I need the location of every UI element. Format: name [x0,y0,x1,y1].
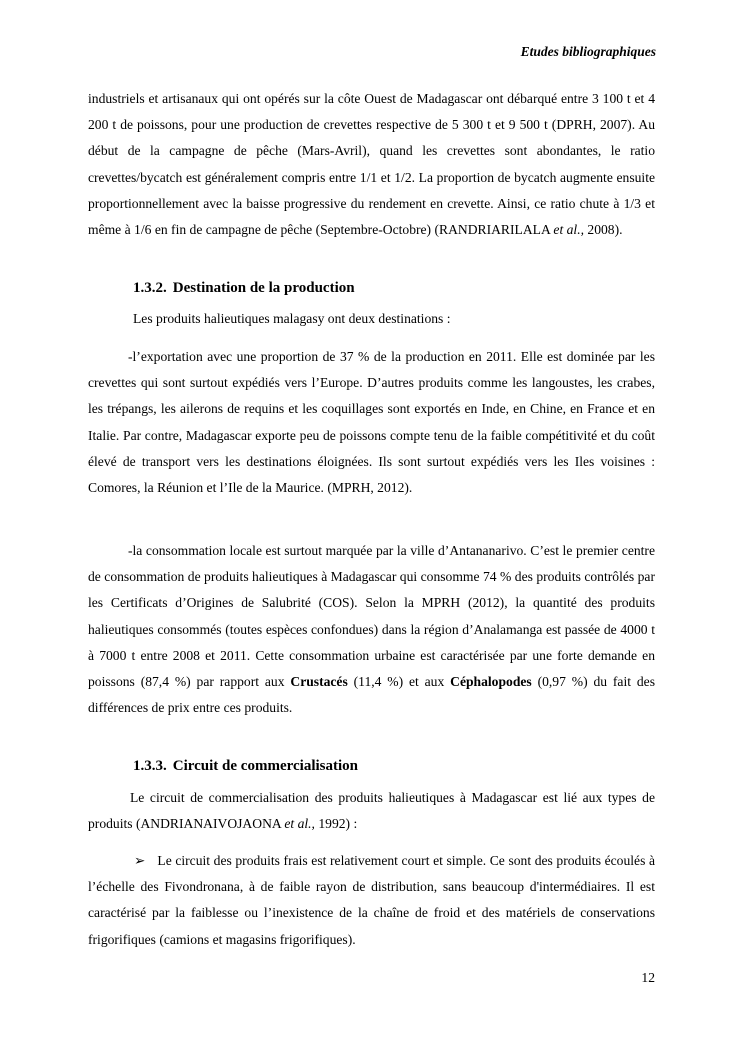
paragraph-text: (0,97 %) du fait des différences de prix entre ces produits. [88,674,655,716]
section-title: Destination de la production [172,280,355,296]
paragraph-text: 1992) : [314,816,358,832]
paragraph-text: (11,4 %) et aux [347,674,451,690]
arrow-bullet-icon: ➢ [134,853,146,868]
paragraph-circuit-intro [88,785,655,837]
bullet-text: Le circuit des produits frais est relativement court et simple. Ce sont des produits écoulés à l’échelle des Fivondronana, à de faible rayon de distribution, sans beaucoup d'intermédiaires. Il est caractérisé par la faiblesse ou l’inexistence de la chaîne de froid et des matériels de conservations frigorifiques (camions et magasins frigorifiques). [88,853,655,947]
section-number: 1.3.2. [133,280,167,296]
citation-etal: et al., [284,816,315,832]
paragraph-local-consumption [88,538,655,721]
bold-term-cephalopodes: Céphalopodes [450,674,532,690]
running-header: Etudes bibliographiques [520,44,656,59]
paragraph-text: -la consommation locale est surtout marquée par la ville d’Antananarivo. C’est le premier centre de consommation de produits halieutiques à Madagascar qui consomme 74 % des produits contrôlés par les Certificats d’Origines de Salubrité (COS). Selon la MPRH (2012), la quantité des produits halieutiques consommés (toutes espèces confondues) dans la région d’Analamanga est passée de 4000 t à 7000 t entre 2008 et 2011. Cette consommation urbaine est caractérisée par une forte demande en poissons (87,4 %) par rapport aux [88,543,655,690]
section-title: Circuit de commercialisation [172,758,358,774]
paragraph-text: industriels et artisanaux qui ont opérés sur la côte Ouest de Madagascar ont débarqué entre 3 100 t et 4 200 t de poissons, pour une production de crevettes respective de 5 300 t et 9 500 t (DPRH, 2007). Au début de la campagne de pêche (Mars-Avril), quand les crevettes sont abondantes, le ratio crevettes/bycatch est généralement compris entre 1/1 et 1/2. La proportion de bycatch augmente ensuite proportionnellement avec la baisse progressive du rendement en crevette. Ainsi, ce ratio chute à 1/3 et même à 1/6 en fin de campagne de pêche (Septembre-Octobre) (RANDRIARILALA [88,91,655,238]
page-number: 12 [641,970,655,985]
paragraph-text: -l’exportation avec une proportion de 37 % de la production en 2011. Elle est dominée par les crevettes qui sont surtout expédiés vers l’Europe. D’autres produits comme les langoustes, les crabes, les trépangs, les ailerons de requins et les coquillages sont exportés en Inde, en Chine, en France et en Italie. Par contre, Madagascar exporte peu de poissons compte tenu de la faible compétitivité et du coût élevé de transport vers les destinations éloignées. Ils sont surtout expédiés vers les Iles voisines : Comores, la Réunion et l’Ile de la Maurice. (MPRH, 2012). [88,349,655,496]
bullet-fresh-products [88,848,655,953]
section-heading-destination [133,280,355,297]
paragraph-text: 2008). [584,222,623,238]
section-intro-destination: Les produits halieutiques malagasy ont deux destinations : [133,311,451,326]
section-number: 1.3.3. [133,758,167,774]
bold-term-crustaces: Crustacés [290,674,348,690]
paragraph-text: Le circuit de commercialisation des produits halieutiques à Madagascar est lié aux types de produits (ANDRIANAIVOJAONA [88,790,655,832]
citation-etal: et al., [553,222,585,238]
paragraph-export [88,344,655,501]
section-heading-circuit [133,758,358,775]
paragraph-landings [88,86,655,243]
